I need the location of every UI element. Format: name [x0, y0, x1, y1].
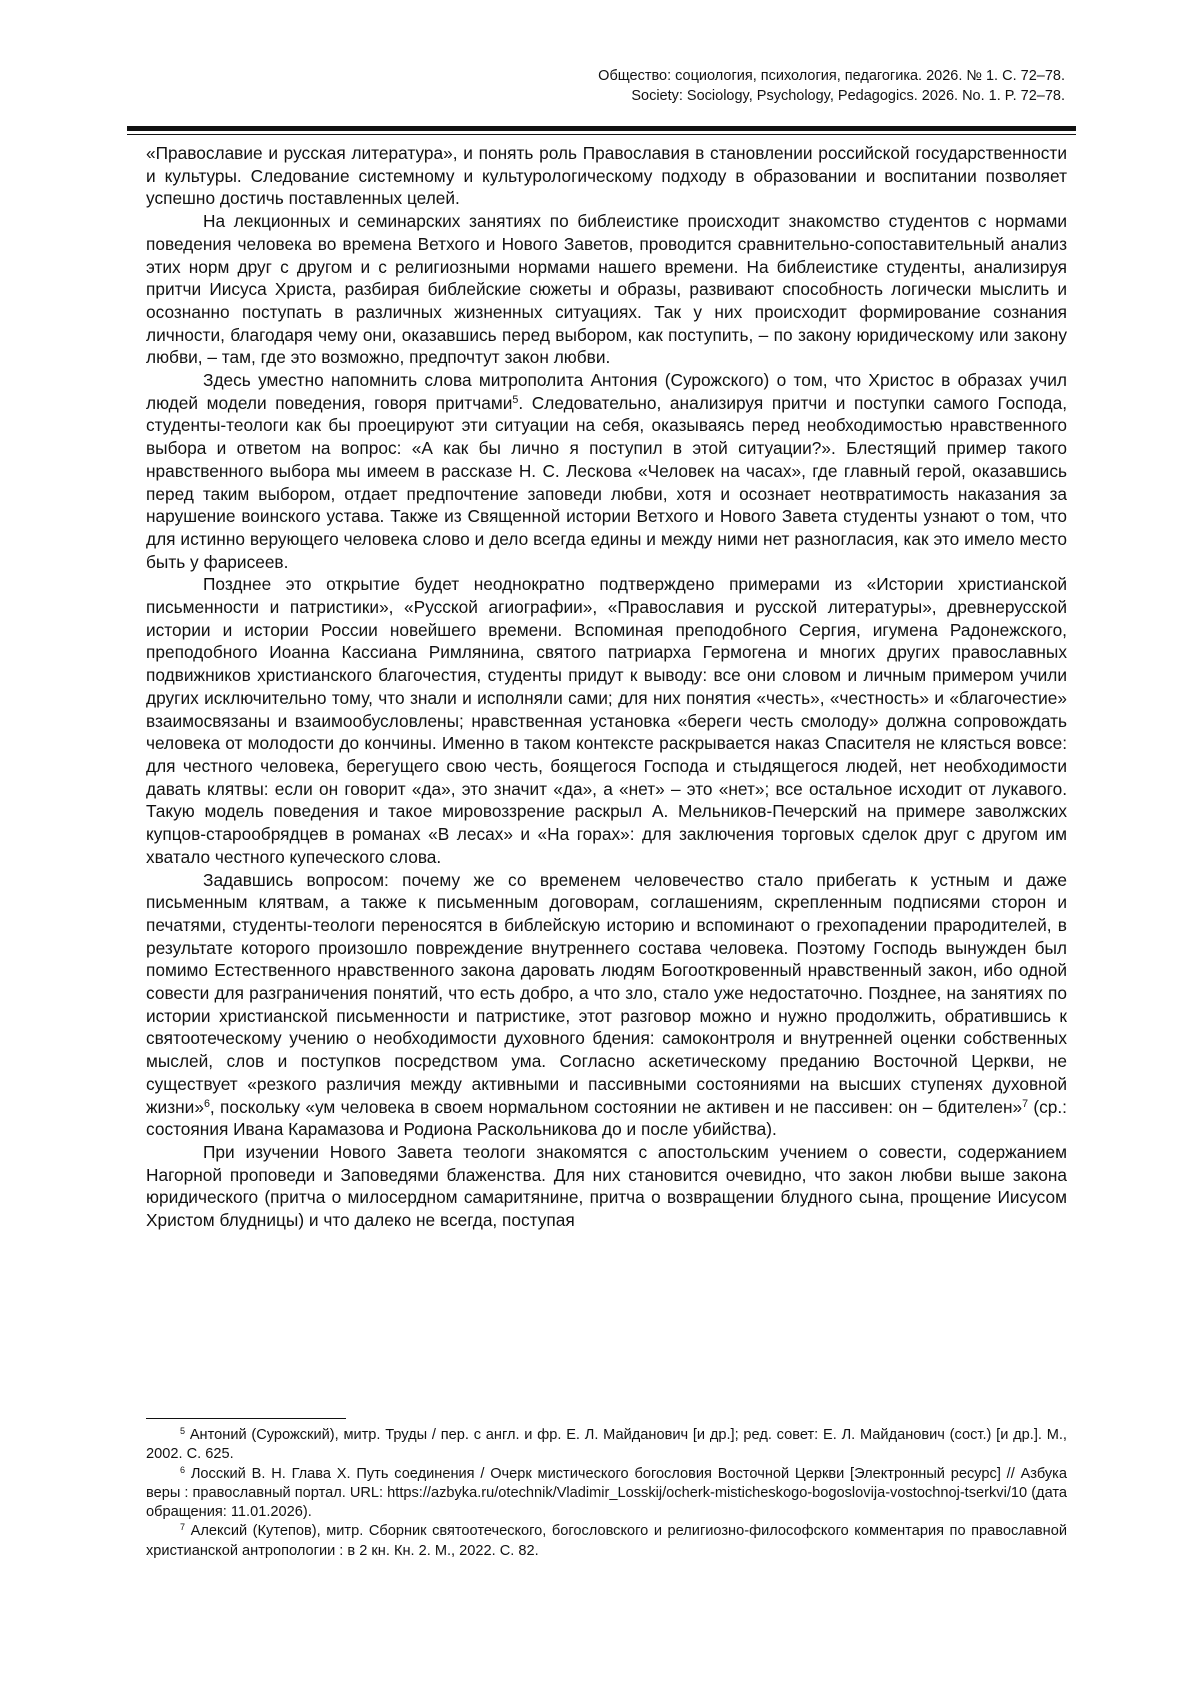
header-rule-thin	[127, 134, 1076, 135]
paragraph-text: . Следовательно, анализируя притчи и поступки самого Господа, студенты-теологи как бы проецируют эти ситуации на себя, оказываясь перед необходимостью нравственного выбора и ответом на вопрос: «А как бы лично я поступил в этой ситуации?». Блестящий пример такого нравственного выбора мы имеем в рассказе Н. С. Лескова «Человек на часах», где главный герой, оказавшись перед таким выбором, отдает предпочтение заповеди любви, хотя и осознает неотвратимость наказания за нарушение воинского устава. Также из Священной истории Ветхого и Нового Завета студенты узнают о том, что для истинно верующего человека слово и дело всегда едины и между ними нет разногласия, как это имело место быть у фарисеев.	[146, 392, 1068, 572]
footnote-ref-6[interactable]: 6	[203, 1097, 210, 1110]
paragraph-text: При изучении Нового Завета теологи знакомятся с апостольским учением о совести, содержанием Нагорной проповеди и Заповедями блаженства. Для них становится очевидно, что закон любви выше закона юридического (притча о милосердном самаритянине, притча о возвращении блудного сына, прощение Иисусом Христом блудницы) и что далеко не всегда, поступая	[146, 1141, 1067, 1231]
paragraph-text: Позднее это открытие будет неоднократно подтверждено примерами из «Истории христианской письменности и патристики», «Русской агиографии», «Православия и русской литературы», древнерусской истории и истории России новейшего времени. Вспоминая преподобного Сергия, игумена Радонежского, преподобного Иоанна Кассиана Римлянина, святого патриарха Гермогена и многих других православных подвижников христианского благочестия, студенты придут к выводу: все они словом и личным примером учили других исключительно тому, что знали и исполняли сами; для них понятия «честь», «честность» и «благочестие» взаимосвязаны и взаимообусловлены; нравственная установка «береги честь смолоду» должна сопровождать человека от молодости до кончины. Именно в таком контексте раскрывается наказ Спасителя не клясться вовсе: для честного человека, берегущего свою честь, боящегося Господа и стыдящегося людей, нет необходимости давать клятвы: если он говорит «да», это значит «да», а «нет» – это «нет»; все остальное исходит от лукавого. Такую модель поведения и такое мировоззрение раскрыл А. Мельников-Печерский на примере заволжских купцов-старообрядцев в романах «В лесах» и «На горах»: для заключения торговых сделок друг с другом им хватало честного купеческого слова.	[146, 574, 1067, 867]
paragraph-text: На лекционных и семинарских занятиях по библеистике происходит знакомство студентов с нормами поведения человека во времена Ветхого и Нового Заветов, проводится сравнительно-сопоставительный анализ этих норм друг с другом и с религиозными нормами нашего времени. На библеистике студенты, анализируя притчи Иисуса Христа, разбирая библейские сюжеты и образы, развивают способность логически мыслить и осознанно поступать в различных жизненных ситуациях. Так у них происходит формирование сознания личности, благодаря чему они, оказавшись перед выбором, как поступить, – по закону юридическому или закону любви, – там, где это возможно, предпочтут закон любви.	[146, 211, 1067, 368]
paragraph-text: , поскольку «ум человека в своем нормальном состоянии не активен и не пассивен: он – бдителен»	[209, 1096, 1023, 1117]
header-rule-thick	[127, 126, 1076, 131]
article-body	[146, 142, 1067, 1232]
footnote-5	[146, 1426, 1067, 1465]
paragraph-text: «Православие и русская литература», и понять роль Православия в становлении российской государственности и культуры. Следование системному и культурологическому подходу в образовании и воспитании позволяет успешно достичь поставленных целей.	[146, 143, 1067, 209]
running-head	[165, 66, 1065, 106]
footnote-6	[146, 1465, 1067, 1523]
footnote-ref-5[interactable]: 5	[512, 393, 519, 406]
paragraph	[146, 210, 1067, 369]
footnote-7	[146, 1522, 1067, 1561]
running-head-english: Society: Sociology, Psychology, Pedagogics. 2026. No. 1. P. 72–78.	[631, 88, 1065, 104]
running-head-russian: Общество: социология, психология, педагогика. 2026. № 1. С. 72–78.	[598, 68, 1065, 84]
footnote-number: 5	[180, 1426, 186, 1437]
paragraph	[146, 369, 1067, 573]
footnote-text: Лосский В. Н. Глава X. Путь соединения / Очерк мистического богословия Восточной Церкви [Электронный ресурс] // Азбука веры : православный портал. URL: https://azbyka.ru/otechnik/Vladimir_Losskij/ocherk-misticheskogo-bogoslovija-vostochnoj-tserkvi/10 (дата обращения: 11.01.2026).	[146, 1465, 1067, 1521]
footnote-separator	[146, 1418, 346, 1419]
paragraph	[146, 1141, 1067, 1232]
paragraph-continued	[146, 142, 1067, 210]
paragraph-text: Здесь уместно напомнить слова митрополита Антония (Сурожского) о том, что Христос в образах учил людей модели поведения, говоря притчами	[146, 370, 1067, 413]
footnote-text: Антоний (Сурожский), митр. Труды / пер. с англ. и фр. Е. Л. Майданович [и др.]; ред. совет: Е. Л. Майданович (сост.) [и др.]. М., 2002. С. 625.	[146, 1427, 1067, 1463]
footnotes	[146, 1426, 1067, 1561]
footnote-number: 7	[180, 1522, 186, 1533]
paragraph	[146, 573, 1067, 868]
footnote-text: Алексий (Кутепов), митр. Сборник святоотеческого, богословского и религиозно-философского комментария по православной христианской антропологии : в 2 кн. Кн. 2. М., 2022. С. 82.	[146, 1523, 1067, 1559]
footnote-number: 6	[180, 1464, 186, 1475]
paragraph-text: (ср.: состояния Ивана Карамазова и Родиона Раскольникова до и после убийства).	[146, 1096, 1067, 1140]
footnote-ref-7[interactable]: 7	[1022, 1097, 1029, 1110]
paragraph	[146, 869, 1067, 1141]
paragraph-text: Задавшись вопросом: почему же со временем человечество стало прибегать к устным и даже письменным клятвам, а также к письменным договорам, соглашениям, скрепленным подписями сторон и печатями, студенты-теологи переносятся в библейскую историю и вспоминают о грехопадении прародителей, в результате которого произошло повреждение внутреннего состава человека. Поэтому Господь вынужден был помимо Естественного нравственного закона даровать людям Богооткровенный нравственный закон, ибо одной совести для разграничения понятий, что есть добро, а что зло, стало уже недостаточно. Позднее, на занятиях по истории христианской письменности и патристике, этот разговор можно и нужно продолжить, обратившись к святоотеческому учению о необходимости духовного бдения: самоконтроля и внутренней оценки собственных мыслей, слов и поступков посредством ума. Согласно аскетическому преданию Восточной Церкви, не существует «резкого различия между активными и пассивными состояниями на высших ступенях духовной жизни»	[146, 869, 1067, 1117]
